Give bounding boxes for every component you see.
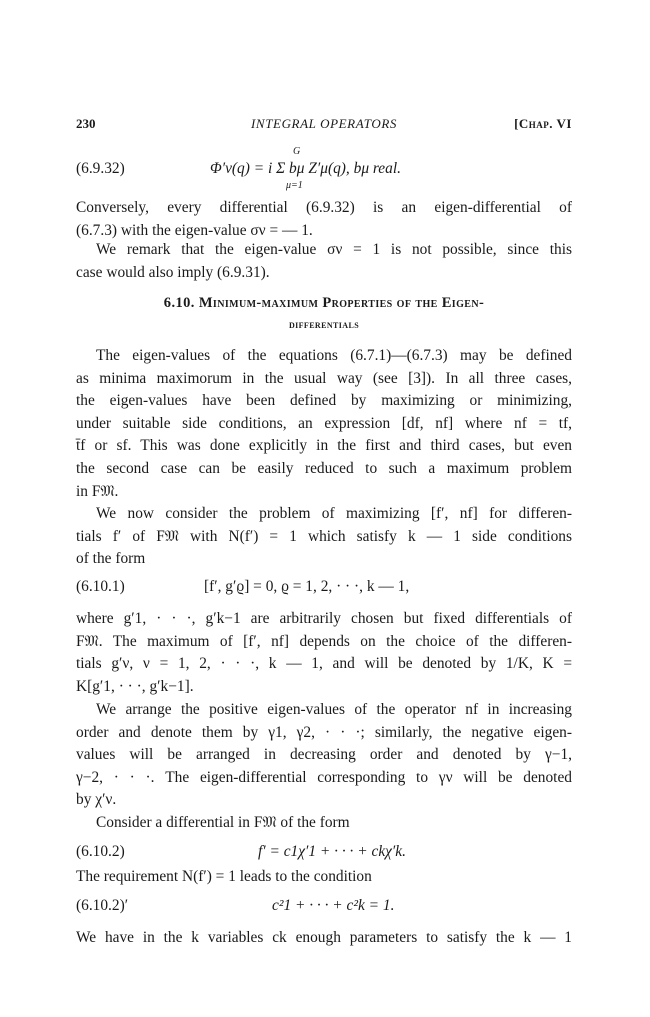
chapter-label: [Chap. VI — [514, 116, 572, 131]
text-line: the second case can be easily reduced to such a maximum problem — [76, 459, 572, 477]
equation-6-9-32 — [76, 146, 572, 191]
text-line: in F𝔐. — [76, 482, 119, 500]
paragraph-maximizing — [76, 503, 572, 571]
equation-label: (6.10.2) — [76, 843, 125, 860]
text-line: values will be arranged in decreasing order and denoted by γ−1, — [76, 746, 572, 764]
text-line: order and denote them by γ1, γ2, · · ·; similarly, the negative eigen- — [76, 723, 572, 741]
equation-formula: [f′, g′ϱ] = 0, ϱ = 1, 2, · · ·, k — 1, — [204, 578, 410, 595]
text-line: where g′1, · · ·, g′k−1 are arbitrarily chosen but fixed differentials of — [76, 610, 572, 627]
text-line: of the form — [76, 550, 146, 568]
section-number: 6.10. — [163, 295, 195, 311]
paragraph-eigenvalues — [76, 345, 572, 503]
text-line: as minima maximorum in the usual way (see [3]). In all three cases, — [76, 369, 572, 387]
text-line: tials f′ of F𝔐 with N(f′) = 1 which satisfy k — 1 side conditions — [76, 527, 572, 545]
text-line: The eigen-values of the equations (6.7.1)—(6.7.3) may be defined — [96, 347, 572, 364]
paragraph-remark — [76, 239, 572, 284]
equation-formula: c²1 + · · · + c²k = 1. — [272, 897, 395, 914]
section-heading — [76, 293, 572, 335]
text-line: We arrange the positive eigen-values of the operator nf in increasing — [96, 701, 572, 718]
text-line: tials g′ν, ν = 1, 2, · · ·, k — 1, and will be denoted by 1/K, K = — [76, 655, 572, 673]
running-title: INTEGRAL OPERATORS — [251, 116, 397, 131]
equation-formula: Φ′ν(q) = i Σ bμ Z′μ(q), bμ real. — [210, 160, 401, 177]
section-title: Minimum-maximum Properties of the Eigen- — [198, 295, 485, 311]
sum-lower-limit: μ=1 — [286, 180, 303, 191]
text-line: the eigen-values have been defined by maximizing or minimizing, — [76, 392, 572, 410]
page-number: 230 — [76, 116, 96, 131]
section-heading-line1 — [76, 293, 572, 314]
text-line: We remark that the eigen-value σν = 1 is not possible, since this — [96, 241, 572, 258]
paragraph-where — [76, 608, 572, 698]
paragraph-consider — [76, 812, 572, 835]
running-header — [76, 116, 572, 136]
text-line: case would also imply (6.9.31). — [76, 263, 270, 281]
section-title-continued: differentials — [288, 317, 360, 331]
paragraph-requirement — [76, 866, 572, 889]
equation-6-10-2-prime — [76, 897, 572, 921]
paragraph-conversely — [76, 197, 572, 242]
text-line: γ−2, · · ·. The eigen-differential corresponding to γν will be denoted — [76, 768, 572, 786]
text-line: (6.7.3) with the eigen-value σν = — 1. — [76, 221, 313, 239]
text-line: The requirement N(f′) = 1 leads to the condition — [76, 868, 372, 885]
text-line: under suitable side conditions, an expression [df, nf] where nf = tf, — [76, 414, 572, 432]
equation-label: (6.10.2)′ — [76, 897, 129, 914]
text-line: We now consider the problem of maximizing [f′, nf] for differen- — [96, 505, 572, 522]
text-line: t̄f or sf. This was done explicitly in the first and third cases, but even — [76, 437, 572, 455]
paragraph-arrange — [76, 699, 572, 812]
text-line: by χ′ν. — [76, 791, 117, 809]
equation-6-10-1 — [76, 578, 572, 602]
equation-6-10-2 — [76, 843, 572, 867]
equation-formula: f′ = c1χ′1 + · · · + ckχ′k. — [258, 843, 406, 860]
equation-label: (6.10.1) — [76, 578, 125, 595]
text-line: F𝔐. The maximum of [f′, nf] depends on the choice of the differen- — [76, 632, 572, 650]
text-line: K[g′1, · · ·, g′k−1]. — [76, 677, 194, 695]
text-line: Consider a differential in F𝔐 of the form — [96, 814, 350, 831]
sum-upper-limit: G — [293, 146, 301, 157]
text-line: We have in the k variables ck enough parameters to satisfy the k — 1 — [76, 929, 572, 946]
equation-label: (6.9.32) — [76, 160, 125, 177]
text-line: Conversely, every differential (6.9.32) is an eigen-differential of — [76, 199, 572, 216]
paragraph-variables — [76, 927, 572, 950]
